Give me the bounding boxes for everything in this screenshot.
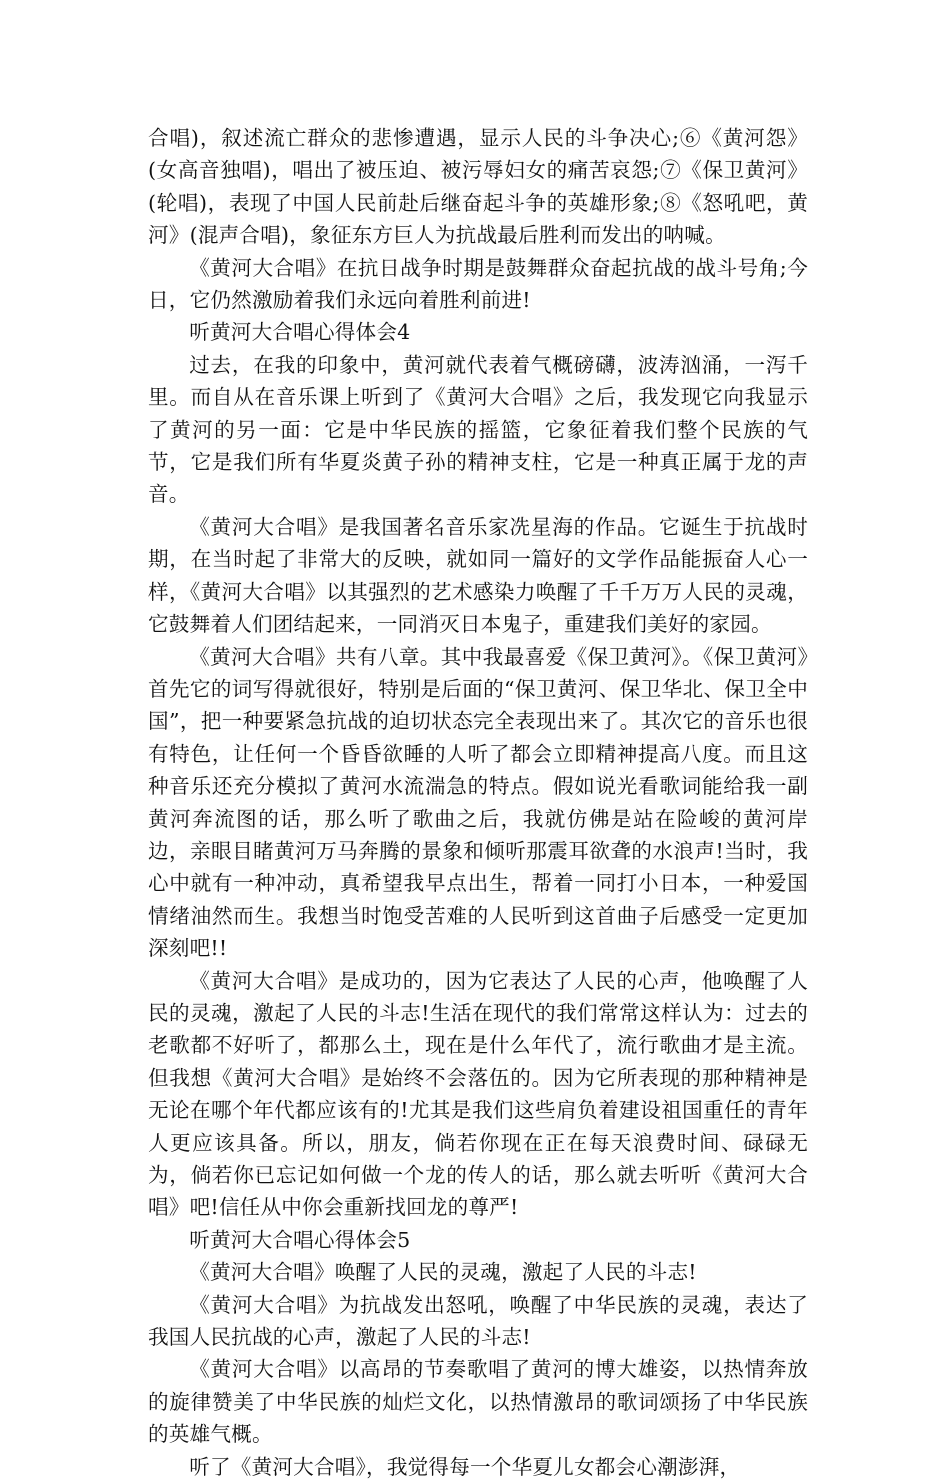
paragraph-9: 《黄河大合唱》以高昂的节奏歌唱了黄河的博大雄姿，以热情奔放的旋律赞美了中华民族的灿烂文化，以热情激昂的歌词颂扬了中华民族的英雄气概。 [148,1357,808,1447]
paragraph-4: 《黄河大合唱》是我国著名音乐家冼星海的作品。它诞生于抗战时期，在当时起了非常大的反映，就如同一篇好的文学作品能振奋人心一样，《黄河大合唱》以其强烈的艺术感染力唤醒了千千万万人民的灵魂，它鼓舞着人们团结起来，一同消灭日本鬼子，重建我们美好的家园。 [148,514,808,637]
document-body [148,122,808,1483]
paragraph-8: 《黄河大合唱》为抗战发出怒吼，唤醒了中华民族的灵魂，表达了我国人民抗战的心声，激起了人民的斗志! [148,1292,808,1350]
paragraph-6: 《黄河大合唱》是成功的，因为它表达了人民的心声，他唤醒了人民的灵魂，激起了人民的斗志!生活在现代的我们常常这样认为：过去的老歌都不好听了，都那么土，现在是什么年代了，流行歌曲才是主流。但我想《黄河大合唱》是始终不会落伍的。因为它所表现的那种精神是无论在哪个年代都应该有的!尤其是我们这些肩负着建设祖国重任的青年人更应该具备。所以，朋友，倘若你现在正在每天浪费时间、碌碌无为，倘若你已忘记如何做一个龙的传人的话，那么就去听听《黄河大合唱》吧!信任从中你会重新找回龙的尊严! [148,968,808,1220]
paragraph-7: 《黄河大合唱》唤醒了人民的灵魂，激起了人民的斗志! [189,1260,697,1285]
paragraph-1: 合唱)，叙述流亡群众的悲惨遭遇，显示人民的斗争决心;⑥《黄河怨》(女高音独唱)，唱出了被压迫、被污辱妇女的痛苦哀怨;⑦《保卫黄河》(轮唱)，表现了中国人民前赴后继奋起斗争的英雄形象;⑧《怒吼吧，黄河》(混声合唱)，象征东方巨人为抗战最后胜利而发出的呐喊。 [148,126,808,248]
paragraph-10: 听了《黄河大合唱》，我觉得每一个华夏儿女都会心潮澎湃， [189,1454,741,1479]
paragraph-2: 《黄河大合唱》在抗日战争时期是鼓舞群众奋起抗战的战斗号角;今日，它仍然激励着我们永远向着胜利前进! [148,255,808,313]
section-heading-5: 听黄河大合唱心得体会5 [189,1227,411,1252]
paragraph-3: 过去，在我的印象中，黄河就代表着气概磅礴，波涛汹涌，一泻千里。而自从在音乐课上听到了《黄河大合唱》之后，我发现它向我显示了黄河的另一面：它是中华民族的摇篮，它象征着我们整个民族的气节，它是我们所有华夏炎黄子孙的精神支柱，它是一种真正属于龙的声音。 [148,352,808,507]
section-heading-4: 听黄河大合唱心得体会4 [189,320,411,345]
paragraph-5: 《黄河大合唱》共有八章。其中我最喜爱《保卫黄河》。《保卫黄河》首先它的词写得就很好，特别是后面的“保卫黄河、保卫华北、保卫全中国”，把一种要紧急抗战的迫切状态完全表现出来了。其次它的音乐也很有特色，让任何一个昏昏欲睡的人听了都会立即精神提高八度。而且这种音乐还充分模拟了黄河水流湍急的特点。假如说光看歌词能给我一副黄河奔流图的话，那么听了歌曲之后，我就仿佛是站在险峻的黄河岸边，亲眼目睹黄河万马奔腾的景象和倾听那震耳欲聋的水浪声!当时，我心中就有一种冲动，真希望我早点出生，帮着一同打小日本，一种爱国情绪油然而生。我想当时饱受苦难的人民听到这首曲子后感受一定更加深刻吧!! [148,644,808,961]
